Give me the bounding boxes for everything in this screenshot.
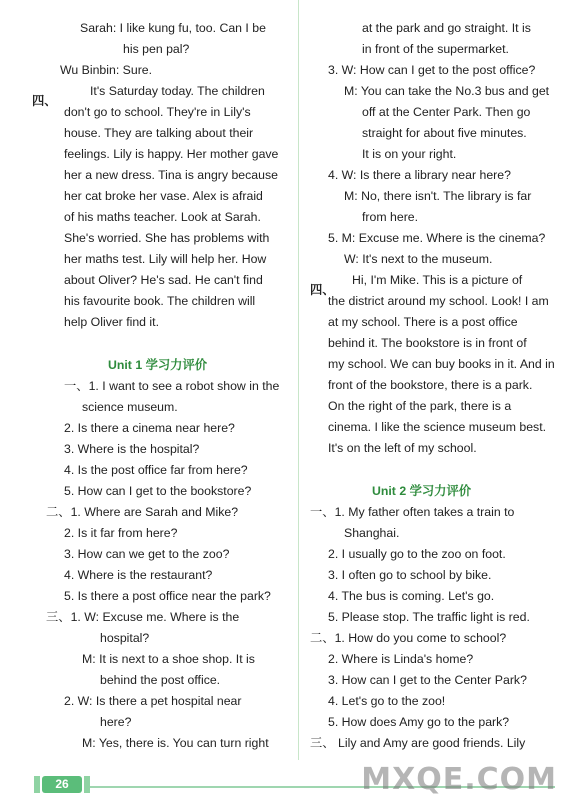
left-text-line: M: It is next to a shoe shop. It is bbox=[82, 652, 255, 666]
left-text-line: 2. W: Is there a pet hospital near bbox=[64, 694, 242, 708]
right-text-line: Shanghai. bbox=[344, 526, 400, 540]
right-text-line: M: No, there isn't. The library is far bbox=[344, 189, 532, 203]
right-text-line: in front of the supermarket. bbox=[362, 42, 509, 56]
left-text-line: 5. How can I get to the bookstore? bbox=[64, 484, 252, 498]
unit1-title: Unit 1 学习力评价 bbox=[108, 358, 208, 372]
left-text-line: about Oliver? He's sad. He can't find bbox=[64, 273, 263, 287]
right-text-line: my school. We can buy books in it. And in bbox=[328, 357, 555, 371]
left-text-line: don't go to school. They're in Lily's bbox=[64, 105, 251, 119]
left-text-line: her cat broke her vase. Alex is afraid bbox=[64, 189, 263, 203]
right-text-line: cinema. I like the science museum best. bbox=[328, 420, 547, 434]
right-text-line: straight for about five minutes. bbox=[362, 126, 527, 140]
left-text-line: 3. Where is the hospital? bbox=[64, 442, 200, 456]
left-text-line: Sarah: I like kung fu, too. Can I be bbox=[80, 21, 266, 35]
left-text-line: hospital? bbox=[100, 631, 150, 645]
left-text-line: 2. Is there a cinema near here? bbox=[64, 421, 235, 435]
right-text-line: 3. W: How can I get to the post office? bbox=[328, 63, 536, 77]
left-text-line: Wu Binbin: Sure. bbox=[60, 63, 153, 77]
left-text-line: house. They are talking about their bbox=[64, 126, 254, 140]
left-text-line: 3. How can we get to the zoo? bbox=[64, 547, 230, 561]
right-text-line: It's on the left of my school. bbox=[328, 441, 477, 455]
left-text-line: behind the post office. bbox=[100, 673, 221, 687]
right-text-line: 一、1. My father often takes a train to bbox=[310, 505, 515, 519]
left-text-line: her a new dress. Tina is angry because bbox=[64, 168, 278, 182]
left-text-line: help Oliver find it. bbox=[64, 315, 160, 329]
right-text-line: the district around my school. Look! I am bbox=[328, 294, 549, 308]
right-text-line: off at the Center Park. Then go bbox=[362, 105, 531, 119]
right-text-line: from here. bbox=[362, 210, 419, 224]
left-text-line: 2. Is it far from here? bbox=[64, 526, 178, 540]
right-text-line: M: You can take the No.3 bus and get bbox=[344, 84, 550, 98]
unit2-title: Unit 2 学习力评价 bbox=[372, 484, 472, 498]
right-text-line: It is on your right. bbox=[362, 147, 457, 161]
right-text-line: 5. How does Amy go to the park? bbox=[328, 715, 510, 729]
right-text-line: behind it. The bookstore is in front of bbox=[328, 336, 527, 350]
column-divider bbox=[298, 0, 299, 760]
right-text-line: at my school. There is a post office bbox=[328, 315, 518, 329]
right-text-line: 4. Let's go to the zoo! bbox=[328, 694, 446, 708]
left-text-line: 三、1. W: Excuse me. Where is the bbox=[46, 610, 240, 624]
left-text-line: 5. Is there a post office near the park? bbox=[64, 589, 271, 603]
watermark-logo bbox=[361, 762, 557, 797]
watermark-text: MXQE.COM bbox=[361, 762, 557, 797]
left-text-line: 二、1. Where are Sarah and Mike? bbox=[46, 505, 239, 519]
right-text-line: 3. How can I get to the Center Park? bbox=[328, 673, 527, 687]
right-text-line: 2. I usually go to the zoo on foot. bbox=[328, 547, 506, 561]
right-text-line: at the park and go straight. It is bbox=[362, 21, 531, 35]
right-text-line: Hi, I'm Mike. This is a picture of bbox=[352, 273, 523, 287]
left-text-line: her maths test. Lily will help her. How bbox=[64, 252, 267, 266]
left-text-line: 一、1. I want to see a robot show in the bbox=[64, 379, 280, 393]
right-text-line: 5. M: Excuse me. Where is the cinema? bbox=[328, 231, 546, 245]
right-text-line: 4. The bus is coming. Let's go. bbox=[328, 589, 495, 603]
right-text-line: 2. Where is Linda's home? bbox=[328, 652, 474, 666]
right-text-line: front of the bookstore, there is a park. bbox=[328, 378, 533, 392]
section-label-si-left: 四、 bbox=[32, 94, 57, 108]
page-number: 26 bbox=[42, 776, 82, 793]
left-text-line: She's worried. She has problems with bbox=[64, 231, 270, 245]
left-text-line: M: Yes, there is. You can turn right bbox=[82, 736, 269, 750]
left-text-line: 4. Is the post office far from here? bbox=[64, 463, 248, 477]
left-text-line: of his maths teacher. Look at Sarah. bbox=[64, 210, 261, 224]
right-text-line: On the right of the park, there is a bbox=[328, 399, 512, 413]
section-label-si-right: 四、 bbox=[310, 283, 335, 297]
left-text-line: science museum. bbox=[82, 400, 178, 414]
left-text-line: feelings. Lily is happy. Her mother gave bbox=[64, 147, 279, 161]
right-text-line: 5. Please stop. The traffic light is red. bbox=[328, 610, 530, 624]
right-text-line: 三、 Lily and Amy are good friends. Lily bbox=[310, 736, 526, 750]
left-text-line: his favourite book. The children will bbox=[64, 294, 256, 308]
left-text-line: It's Saturday today. The children bbox=[90, 84, 265, 98]
left-text-line: here? bbox=[100, 715, 132, 729]
right-text-line: 二、1. How do you come to school? bbox=[310, 631, 507, 645]
page-badge-left-cap bbox=[34, 776, 40, 793]
right-text-line: 3. I often go to school by bike. bbox=[328, 568, 492, 582]
page-badge-right-cap bbox=[84, 776, 90, 793]
left-text-line: 4. Where is the restaurant? bbox=[64, 568, 213, 582]
left-text-line: his pen pal? bbox=[123, 42, 190, 56]
right-text-line: 4. W: Is there a library near here? bbox=[328, 168, 511, 182]
right-text-line: W: It's next to the museum. bbox=[344, 252, 493, 266]
